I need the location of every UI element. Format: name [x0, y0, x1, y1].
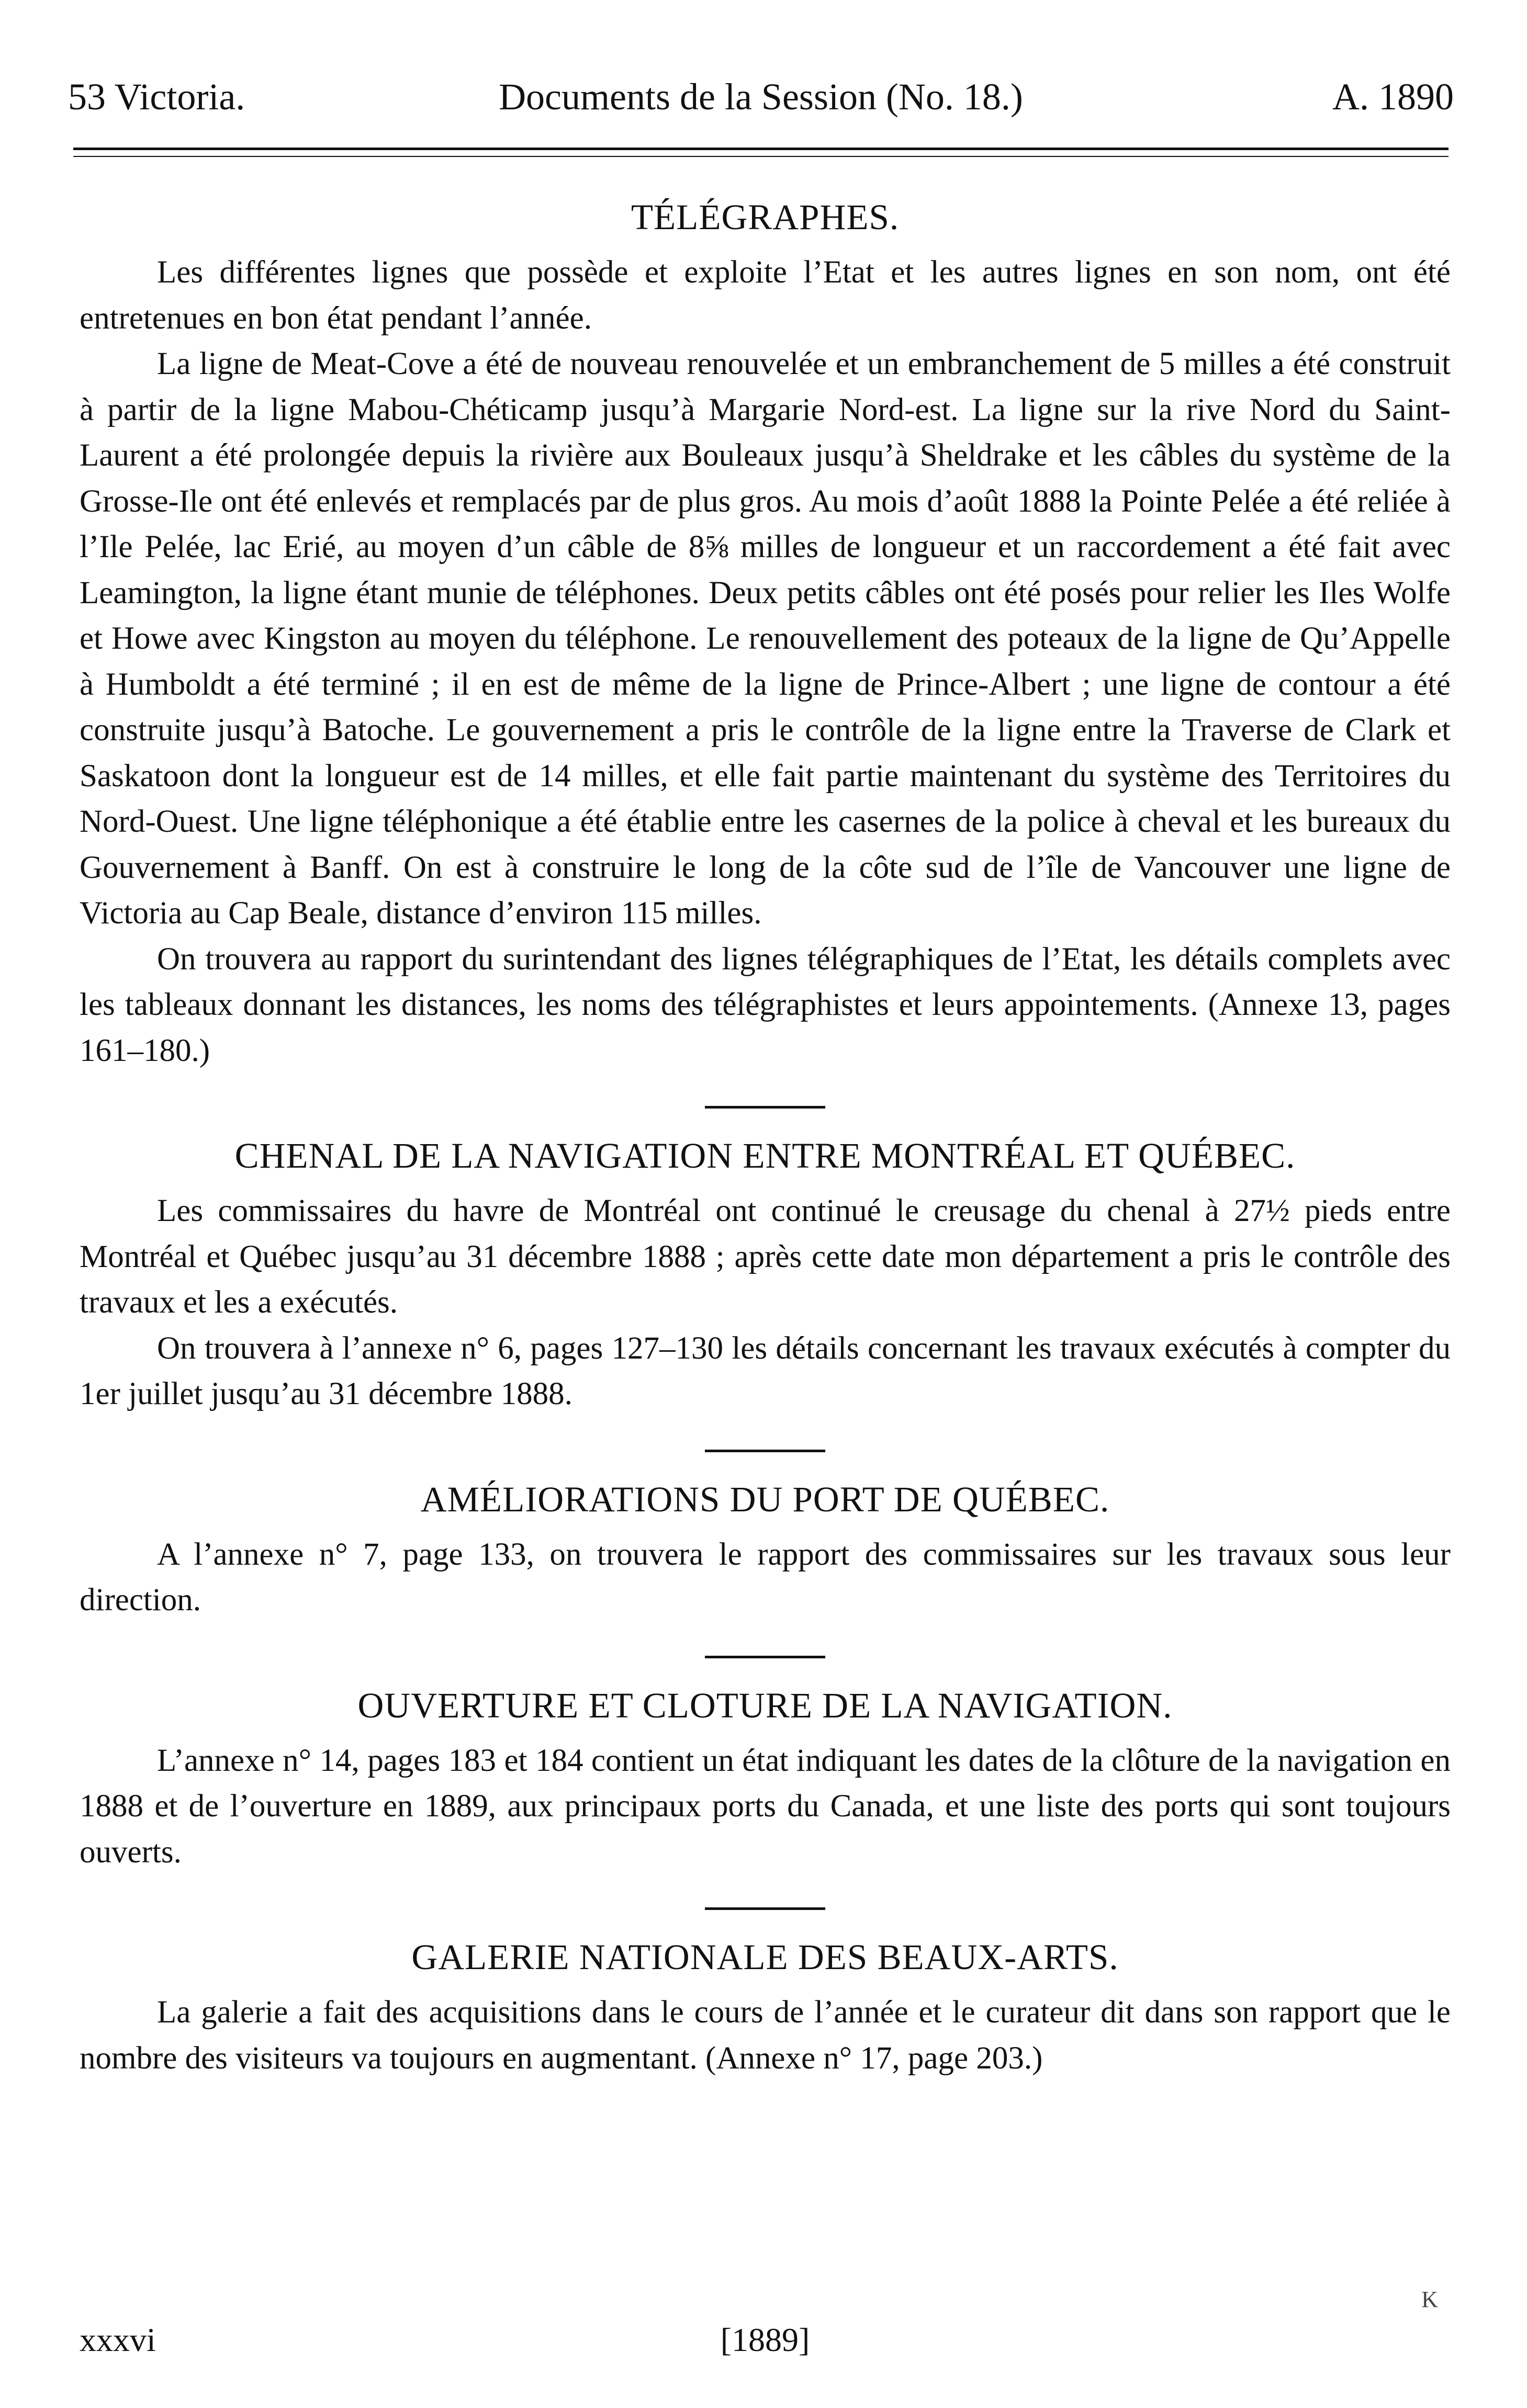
- header-rule-thick: [73, 148, 1449, 150]
- header-document-title: Documents de la Session (No. 18.): [499, 76, 1023, 118]
- paragraph: La galerie a fait des acquisitions dans le cours de l’année et le curateur dit dans son rapport que le nombre des visiteurs va toujours en augmentant. (Annexe n° 17, page 203.): [80, 1995, 1451, 2076]
- section-divider: [705, 1106, 825, 1109]
- signature-mark: K: [1421, 2287, 1438, 2312]
- paragraph: Les différentes lignes que possède et exploite l’Etat et les autres lignes en son nom, ont été entretenues en bon état pendant l’année.: [80, 255, 1451, 336]
- running-header: [68, 68, 1454, 126]
- section-title: TÉLÉGRAPHES.: [631, 197, 900, 237]
- paragraph: L’annexe n° 14, pages 183 et 184 contient un état indiquant les dates de la clôture de la navigation en 1888 et de l’ouverture en 1889, aux principaux ports du Canada, et une liste des ports qui sont toujours ouverts.: [80, 1743, 1451, 1870]
- paragraph: Les commissaires du havre de Montréal ont continué le creusage du chenal à 27½ pieds entre Montréal et Québec jusqu’au 31 décembre 1888 ; après cette date mon département a pris le contrôle des travaux et les a exécutés.: [80, 1193, 1451, 1320]
- footer-year: [1889]: [720, 2321, 810, 2358]
- section-divider: [705, 1656, 825, 1658]
- section-divider: [705, 1907, 825, 1910]
- paragraph: La ligne de Meat-Cove a été de nouveau renouvelée et un embranchement de 5 milles a été construit à partir de la ligne Mabou-Chéticamp jusqu’à Margarie Nord-est. La ligne sur la rive Nord du Saint-Laurent a été prolongée depuis la rivière aux Bouleaux jusqu’à Sheldrake et les câbles du système de la Grosse-Ile ont été enlevés et remplacés par de plus gros. Au mois d’août 1888 la Pointe Pelée a été reliée à l’Ile Pelée, lac Erié, au moyen d’un câble de 8⅝ milles de longueur et un raccordement a été fait avec Leamington, la ligne étant munie de téléphones. Deux petits câbles ont été posés pour relier les Iles Wolfe et Howe avec Kingston au moyen du téléphone. Le renouvellement des poteaux de la ligne de Qu’Appelle à Humboldt a été terminé ; il en est de même de la ligne de Prince-Albert ; une ligne de contour a été construite jusqu’à Batoche. Le gouvernement a pris le contrôle de la ligne entre la Traverse de Clark et Saskatoon dont la longueur est de 14 milles, et elle fait partie maintenant du système des Territoires du Nord-Ouest. Une ligne téléphonique a été établie entre les casernes de la police à cheval et les bureaux du Gouvernement à Banff. On est à construire le long de la côte sud de l’île de Vancouver une ligne de Victoria au Cap Beale, distance d’environ 115 milles.: [80, 346, 1451, 931]
- section-chenal-navigation: [80, 1129, 1451, 1417]
- page-number: xxxvi: [80, 2321, 156, 2358]
- section-title: OUVERTURE ET CLOTURE DE LA NAVIGATION.: [357, 1685, 1173, 1725]
- section-title: GALERIE NATIONALE DES BEAUX-ARTS.: [411, 1937, 1119, 1977]
- header-year: A. 1890: [1332, 76, 1454, 118]
- section-ouverture-cloture: [80, 1679, 1451, 1875]
- header-volume: 53 Victoria.: [68, 76, 245, 118]
- paragraph: A l’annexe n° 7, page 133, on trouvera le rapport des commissaires sur les travaux sous leur direction.: [80, 1536, 1451, 1618]
- section-title: CHENAL DE LA NAVIGATION ENTRE MONTRÉAL ET QUÉBEC.: [234, 1136, 1296, 1175]
- section-port-de-quebec: [80, 1473, 1451, 1623]
- section-divider: [705, 1450, 825, 1452]
- section-title: AMÉLIORATIONS DU PORT DE QUÉBEC.: [420, 1479, 1110, 1519]
- paragraph: On trouvera à l’annexe n° 6, pages 127–130 les détails concernant les travaux exécutés à compter du 1er juillet jusqu’au 31 décembre 1888.: [80, 1330, 1451, 1411]
- paragraph: On trouvera au rapport du surintendant des lignes télégraphiques de l’Etat, les détails complets avec les tableaux donnant les distances, les noms des télégraphistes et leurs appointements. (Annexe 13, pages 161–180.): [80, 941, 1451, 1068]
- header-rule-thin: [73, 156, 1449, 157]
- section-telegraphes: [80, 191, 1451, 1073]
- page-footer: [80, 2311, 1451, 2369]
- body-text: [80, 191, 1451, 2081]
- section-galerie-nationale: [80, 1931, 1451, 2081]
